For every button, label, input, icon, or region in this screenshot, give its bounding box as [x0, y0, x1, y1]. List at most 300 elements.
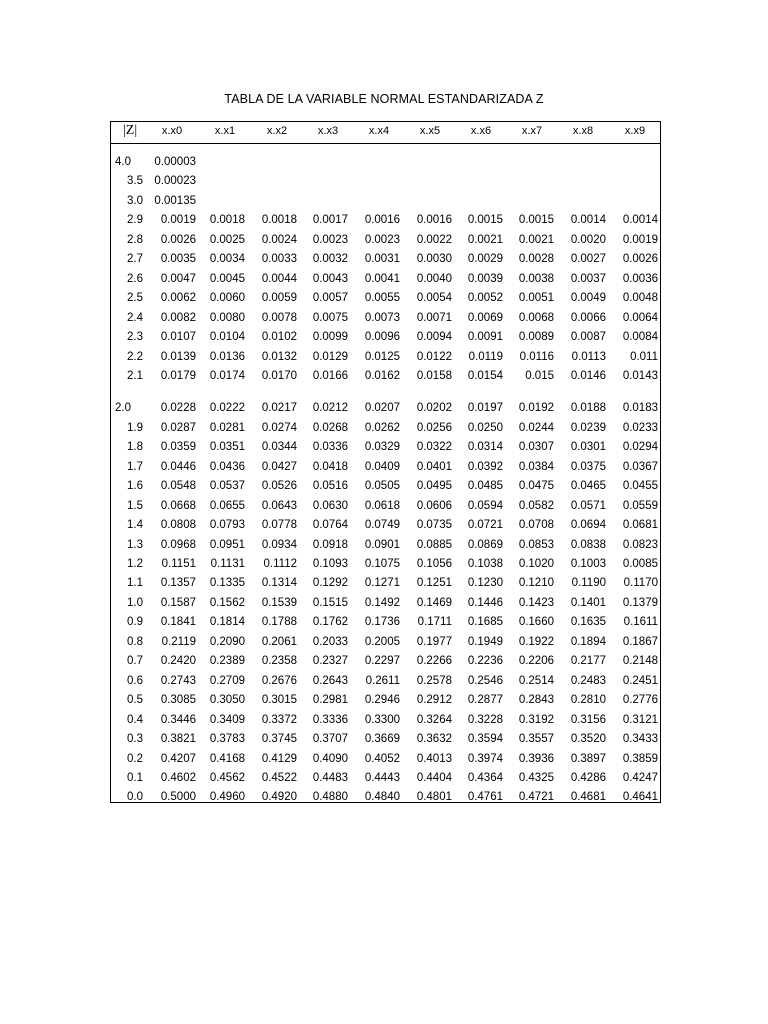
table-cell: 0.3745 [261, 733, 297, 745]
z-value: 2.0 [115, 402, 131, 414]
table-cell: 0.2005 [364, 636, 400, 648]
table-cell: 0.0060 [209, 292, 245, 304]
table-cell: 0.3936 [518, 753, 554, 765]
table-cell: 0.3121 [622, 714, 658, 726]
table-cell: 0.0239 [570, 422, 606, 434]
table-cell: 0.0571 [570, 500, 606, 512]
table-cell: 0.4641 [622, 791, 658, 803]
table-cell: 0.0080 [209, 312, 245, 324]
table-cell: 0.0174 [209, 370, 245, 382]
table-cell: 0.4443 [364, 772, 400, 784]
table-cell: 0.0116 [519, 351, 554, 363]
table-cell: 0.3632 [416, 733, 452, 745]
table-cell: 0.5000 [160, 791, 196, 803]
table-cell: 0.0099 [312, 331, 348, 343]
table-cell: 0.0104 [209, 331, 245, 343]
table-cell: 0.2578 [416, 675, 452, 687]
table-cell: 0.0708 [518, 519, 554, 531]
table-cell: 0.1251 [416, 577, 452, 589]
table-cell: 0.0107 [160, 331, 196, 343]
table-cell: 0.0694 [570, 519, 606, 531]
table-row [111, 519, 660, 538]
table-cell: 0.3372 [261, 714, 297, 726]
table-cell: 0.0043 [312, 273, 348, 285]
table-cell: 0.1867 [622, 636, 658, 648]
table-cell: 0.0749 [364, 519, 400, 531]
table-cell: 0.0228 [160, 402, 196, 414]
table-cell: 0.0838 [570, 539, 606, 551]
table-cell: 0.1003 [570, 558, 606, 570]
table-cell: 0.1539 [261, 597, 297, 609]
z-value: 1.4 [127, 519, 143, 531]
table-cell: 0.4207 [160, 753, 196, 765]
table-cell: 0.0035 [160, 253, 196, 265]
table-cell: 0.0026 [622, 253, 658, 265]
table-cell: 0.0017 [312, 214, 348, 226]
table-cell: 0.0078 [261, 312, 297, 324]
table-cell: 0.2451 [622, 675, 658, 687]
table-row [111, 234, 660, 253]
column-header-4: x.x4 [368, 125, 390, 137]
table-cell: 0.1423 [518, 597, 554, 609]
table-cell: 0.1894 [570, 636, 606, 648]
table-cell: 0.0071 [416, 312, 452, 324]
table-cell: 0.3300 [364, 714, 400, 726]
table-cell: 0.4602 [160, 772, 196, 784]
table-cell: 0.011 [630, 351, 658, 363]
table-cell: 0.3974 [467, 753, 503, 765]
table-cell: 0.0668 [160, 500, 196, 512]
z-value: 0.0 [127, 791, 143, 803]
table-cell: 0.0901 [364, 539, 400, 551]
column-header-0: x.x0 [161, 125, 183, 137]
table-cell: 0.2177 [570, 655, 606, 667]
table-cell: 0.2236 [467, 655, 503, 667]
table-cell: 0.2912 [416, 694, 452, 706]
table-row [111, 422, 660, 441]
z-table [110, 121, 661, 803]
z-value: 1.9 [127, 422, 143, 434]
table-cell: 0.2061 [261, 636, 297, 648]
table-cell: 0.0037 [570, 273, 606, 285]
table-cell: 0.0808 [160, 519, 196, 531]
column-header-8: x.x8 [572, 125, 594, 137]
table-row [111, 273, 660, 292]
z-value: 0.8 [127, 636, 143, 648]
table-cell: 0.4052 [364, 753, 400, 765]
table-cell: 0.1335 [209, 577, 245, 589]
table-cell: 0.0032 [312, 253, 348, 265]
table-cell: 0.3050 [209, 694, 245, 706]
table-cell: 0.0375 [570, 461, 606, 473]
table-cell: 0.3446 [160, 714, 196, 726]
table-cell: 0.0023 [364, 234, 400, 246]
table-cell: 0.0022 [416, 234, 452, 246]
table-cell: 0.0146 [570, 370, 606, 382]
table-cell: 0.3228 [467, 714, 503, 726]
table-cell: 0.3707 [312, 733, 348, 745]
table-cell: 0.00003 [154, 156, 196, 168]
table-cell: 0.0057 [312, 292, 348, 304]
table-cell: 0.0055 [364, 292, 400, 304]
z-value: 0.2 [127, 753, 143, 765]
table-cell: 0.0436 [209, 461, 245, 473]
table-cell: 0.0068 [518, 312, 554, 324]
table-cell: 0.3859 [622, 753, 658, 765]
table-cell: 0.0244 [518, 422, 554, 434]
table-cell: 0.2327 [312, 655, 348, 667]
table-cell: 0.4522 [261, 772, 297, 784]
table-cell: 0.0455 [622, 480, 658, 492]
table-cell: 0.0655 [209, 500, 245, 512]
table-cell: 0.1401 [570, 597, 606, 609]
table-cell: 0.0036 [622, 273, 658, 285]
table-cell: 0.0212 [312, 402, 348, 414]
table-cell: 0.0465 [570, 480, 606, 492]
table-cell: 0.0166 [312, 370, 348, 382]
table-cell: 0.0681 [622, 519, 658, 531]
table-cell: 0.0197 [467, 402, 503, 414]
table-cell: 0.2709 [209, 675, 245, 687]
table-cell: 0.1112 [263, 558, 297, 570]
table-cell: 0.0038 [518, 273, 554, 285]
table-cell: 0.1711 [417, 616, 452, 628]
table-cell: 0.1151 [161, 558, 196, 570]
table-cell: 0.0192 [518, 402, 554, 414]
table-cell: 0.0162 [364, 370, 400, 382]
z-value: 0.7 [127, 655, 143, 667]
table-cell: 0.0853 [518, 539, 554, 551]
table-cell: 0.0885 [416, 539, 452, 551]
table-cell: 0.0021 [467, 234, 503, 246]
table-cell: 0.3594 [467, 733, 503, 745]
z-value: 0.5 [127, 694, 143, 706]
table-cell: 0.2033 [312, 636, 348, 648]
z-value: 1.6 [127, 480, 143, 492]
z-value: 2.9 [127, 214, 143, 226]
column-header-2: x.x2 [266, 125, 288, 137]
column-header-1: x.x1 [214, 125, 236, 137]
table-cell: 0.0023 [312, 234, 348, 246]
table-cell: 0.0082 [160, 312, 196, 324]
table-row [111, 195, 660, 214]
table-row [111, 214, 660, 233]
table-cell: 0.0136 [209, 351, 245, 363]
table-cell: 0.0274 [261, 422, 297, 434]
z-value: 2.5 [127, 292, 143, 304]
table-cell: 0.0024 [261, 234, 297, 246]
table-cell: 0.0047 [160, 273, 196, 285]
table-cell: 0.0823 [622, 539, 658, 551]
table-cell: 0.4960 [209, 791, 245, 803]
table-cell: 0.1190 [571, 577, 606, 589]
table-cell: 0.1788 [261, 616, 297, 628]
table-cell: 0.0015 [518, 214, 554, 226]
table-cell: 0.2981 [312, 694, 348, 706]
table-cell: 0.0735 [416, 519, 452, 531]
table-row [111, 253, 660, 272]
table-row [111, 539, 660, 558]
table-cell: 0.0359 [160, 441, 196, 453]
table-cell: 0.0054 [416, 292, 452, 304]
table-row [111, 331, 660, 350]
table-cell: 0.0314 [467, 441, 503, 453]
table-cell: 0.0869 [467, 539, 503, 551]
table-cell: 0.00135 [154, 195, 196, 207]
table-cell: 0.0132 [261, 351, 297, 363]
z-value: 1.5 [127, 500, 143, 512]
table-cell: 0.2297 [364, 655, 400, 667]
table-cell: 0.0119 [468, 351, 503, 363]
table-cell: 0.1660 [518, 616, 554, 628]
table-cell: 0.0091 [467, 331, 503, 343]
table-cell: 0.0222 [209, 402, 245, 414]
z-value: 2.2 [127, 351, 143, 363]
table-cell: 0.2611 [365, 675, 400, 687]
table-cell: 0.2810 [570, 694, 606, 706]
table-cell: 0.0526 [261, 480, 297, 492]
table-cell: 0.4681 [570, 791, 606, 803]
table-cell: 0.2946 [364, 694, 400, 706]
table-cell: 0.1922 [518, 636, 554, 648]
z-column-header: |Z| [123, 123, 138, 138]
table-cell: 0.3192 [518, 714, 554, 726]
table-cell: 0.1587 [160, 597, 196, 609]
table-cell: 0.0475 [518, 480, 554, 492]
table-cell: 0.4247 [622, 772, 658, 784]
table-cell: 0.1093 [312, 558, 348, 570]
table-cell: 0.3336 [312, 714, 348, 726]
z-value: 4.0 [115, 156, 131, 168]
table-cell: 0.0014 [570, 214, 606, 226]
table-cell: 0.0073 [364, 312, 400, 324]
table-cell: 0.3433 [622, 733, 658, 745]
table-row [111, 461, 660, 480]
table-cell: 0.1131 [210, 558, 245, 570]
table-cell: 0.2389 [209, 655, 245, 667]
table-cell: 0.1841 [160, 616, 196, 628]
table-row [111, 733, 660, 752]
table-cell: 0.0040 [416, 273, 452, 285]
table-cell: 0.0630 [312, 500, 348, 512]
table-cell: 0.4801 [416, 791, 452, 803]
table-row [111, 312, 660, 331]
table-cell: 0.0268 [312, 422, 348, 434]
table-cell: 0.2877 [467, 694, 503, 706]
table-cell: 0.0062 [160, 292, 196, 304]
table-cell: 0.2514 [518, 675, 554, 687]
table-cell: 0.0016 [416, 214, 452, 226]
table-cell: 0.1446 [467, 597, 503, 609]
table-cell: 0.0764 [312, 519, 348, 531]
table-cell: 0.0548 [160, 480, 196, 492]
table-cell: 0.0052 [467, 292, 503, 304]
table-cell: 0.0951 [209, 539, 245, 551]
table-cell: 0.2546 [467, 675, 503, 687]
table-cell: 0.0307 [518, 441, 554, 453]
table-cell: 0.1230 [467, 577, 503, 589]
table-cell: 0.0351 [209, 441, 245, 453]
table-cell: 0.3156 [570, 714, 606, 726]
table-cell: 0.2843 [518, 694, 554, 706]
table-cell: 0.0041 [364, 273, 400, 285]
table-cell: 0.0129 [312, 351, 348, 363]
table-row [111, 480, 660, 499]
table-row [111, 753, 660, 772]
table-cell: 0.0029 [467, 253, 503, 265]
table-row [111, 175, 660, 194]
table-cell: 0.0019 [622, 234, 658, 246]
table-cell: 0.2483 [570, 675, 606, 687]
table-cell: 0.1357 [160, 577, 196, 589]
table-cell: 0.0968 [160, 539, 196, 551]
table-cell: 0.3897 [570, 753, 606, 765]
table-row [111, 402, 660, 421]
table-cell: 0.0202 [416, 402, 452, 414]
table-row [111, 292, 660, 311]
table-cell: 0.0495 [416, 480, 452, 492]
table-row [111, 500, 660, 519]
table-cell: 0.1635 [570, 616, 606, 628]
column-header-7: x.x7 [521, 125, 543, 137]
table-cell: 0.0344 [261, 441, 297, 453]
table-cell: 0.0207 [364, 402, 400, 414]
table-cell: 0.0427 [261, 461, 297, 473]
table-cell: 0.2776 [622, 694, 658, 706]
table-cell: 0.0401 [416, 461, 452, 473]
table-cell: 0.0018 [209, 214, 245, 226]
table-cell: 0.0281 [209, 422, 245, 434]
table-cell: 0.0075 [312, 312, 348, 324]
table-cell: 0.0322 [416, 441, 452, 453]
table-cell: 0.0505 [364, 480, 400, 492]
table-cell: 0.0188 [570, 402, 606, 414]
table-cell: 0.0030 [416, 253, 452, 265]
table-row [111, 577, 660, 596]
table-cell: 0.1210 [518, 577, 554, 589]
table-cell: 0.0516 [312, 480, 348, 492]
table-cell: 0.0033 [261, 253, 297, 265]
table-cell: 0.0084 [622, 331, 658, 343]
table-cell: 0.0045 [209, 273, 245, 285]
table-cell: 0.0721 [467, 519, 503, 531]
table-cell: 0.0139 [160, 351, 196, 363]
table-cell: 0.0025 [209, 234, 245, 246]
table-cell: 0.0233 [622, 422, 658, 434]
table-cell: 0.0066 [570, 312, 606, 324]
table-cell: 0.0594 [467, 500, 503, 512]
table-cell: 0.0094 [416, 331, 452, 343]
table-cell: 0.2119 [161, 636, 196, 648]
column-header-3: x.x3 [317, 125, 339, 137]
table-cell: 0.2206 [518, 655, 554, 667]
table-cell: 0.4562 [209, 772, 245, 784]
table-cell: 0.0329 [364, 441, 400, 453]
table-cell: 0.1292 [312, 577, 348, 589]
table-cell: 0.1170 [623, 577, 658, 589]
table-cell: 0.0793 [209, 519, 245, 531]
table-cell: 0.2358 [261, 655, 297, 667]
table-cell: 0.015 [525, 370, 554, 382]
table-cell: 0.0039 [467, 273, 503, 285]
table-cell: 0.1379 [622, 597, 658, 609]
table-row [111, 156, 660, 175]
z-value: 1.3 [127, 539, 143, 551]
table-cell: 0.4090 [312, 753, 348, 765]
z-value: 2.4 [127, 312, 143, 324]
table-row [111, 675, 660, 694]
table-cell: 0.4286 [570, 772, 606, 784]
z-value: 1.8 [127, 441, 143, 453]
table-cell: 0.0217 [261, 402, 297, 414]
table-cell: 0.0026 [160, 234, 196, 246]
table-cell: 0.0158 [416, 370, 452, 382]
table-cell: 0.3085 [160, 694, 196, 706]
table-cell: 0.3015 [261, 694, 297, 706]
table-cell: 0.00023 [154, 175, 196, 187]
table-row [111, 441, 660, 460]
z-value: 0.3 [127, 733, 143, 745]
z-value: 2.3 [127, 331, 143, 343]
z-value: 1.0 [127, 597, 143, 609]
table-cell: 0.1814 [209, 616, 245, 628]
table-cell: 0.3783 [209, 733, 245, 745]
table-cell: 0.0537 [209, 480, 245, 492]
table-cell: 0.0559 [622, 500, 658, 512]
table-cell: 0.2266 [416, 655, 452, 667]
z-value: 2.6 [127, 273, 143, 285]
table-cell: 0.4721 [518, 791, 554, 803]
table-cell: 0.0020 [570, 234, 606, 246]
table-cell: 0.0485 [467, 480, 503, 492]
table-cell: 0.1038 [467, 558, 503, 570]
z-value: 2.8 [127, 234, 143, 246]
table-cell: 0.0049 [570, 292, 606, 304]
table-cell: 0.1762 [312, 616, 348, 628]
table-cell: 0.1075 [364, 558, 400, 570]
table-cell: 0.3557 [518, 733, 554, 745]
table-cell: 0.1736 [364, 616, 400, 628]
table-cell: 0.0044 [261, 273, 297, 285]
table-cell: 0.0409 [364, 461, 400, 473]
table-cell: 0.0021 [518, 234, 554, 246]
table-cell: 0.0179 [160, 370, 196, 382]
table-cell: 0.0287 [160, 422, 196, 434]
table-cell: 0.0051 [518, 292, 554, 304]
table-cell: 0.0034 [209, 253, 245, 265]
table-cell: 0.4325 [518, 772, 554, 784]
table-row [111, 694, 660, 713]
table-cell: 0.0143 [622, 370, 658, 382]
table-cell: 0.0582 [518, 500, 554, 512]
table-row [111, 772, 660, 791]
table-cell: 0.0031 [364, 253, 400, 265]
table-cell: 0.0085 [622, 558, 658, 570]
page-title: TABLA DE LA VARIABLE NORMAL ESTANDARIZADA Z [224, 92, 544, 106]
table-cell: 0.0122 [416, 351, 452, 363]
table-cell: 0.0301 [570, 441, 606, 453]
table-cell: 0.0125 [364, 351, 400, 363]
table-row [111, 655, 660, 674]
table-cell: 0.2643 [312, 675, 348, 687]
table-cell: 0.0059 [261, 292, 297, 304]
table-cell: 0.4840 [364, 791, 400, 803]
table-cell: 0.3520 [570, 733, 606, 745]
table-cell: 0.0048 [622, 292, 658, 304]
table-cell: 0.0262 [364, 422, 400, 434]
table-cell: 0.1977 [416, 636, 452, 648]
table-cell: 0.2420 [160, 655, 196, 667]
